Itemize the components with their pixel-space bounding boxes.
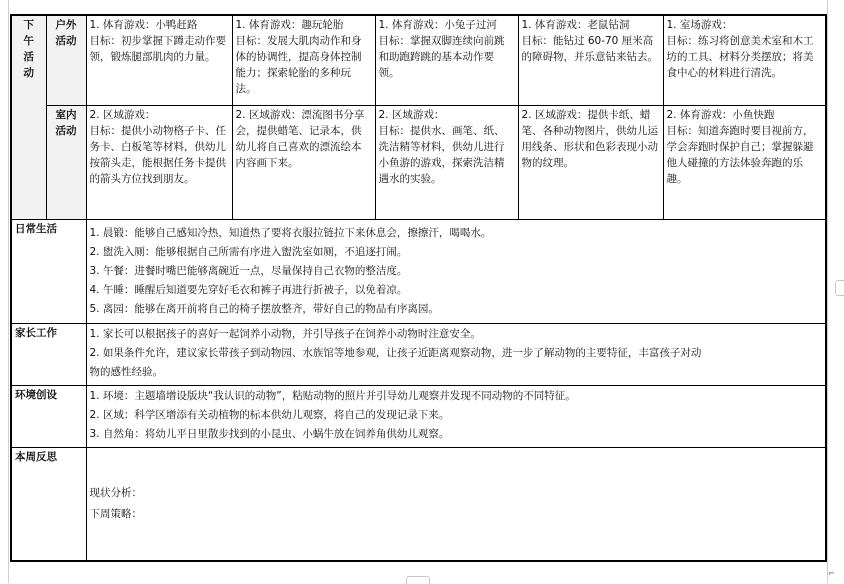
- outdoor-label-line-1: 户外: [55, 19, 77, 31]
- outdoor-cell-4-goal: 目标：能钻过 60-70 厘米高的障碍物，并乐意钻来钻去。: [521, 35, 658, 63]
- parents-content: [86, 323, 826, 385]
- daily-life-line-5: 5. 离园：能够在离开前将自己的椅子摆放整齐，带好自己的物品有序离园。: [89, 302, 439, 315]
- outdoor-cell-5-title: 1. 室场游戏：: [666, 19, 733, 31]
- outdoor-cell-2-goal: 目标：发展大肌肉动作和身体的协调性，提高身体控制能力；探索轮胎的多种玩法。: [235, 35, 362, 95]
- indoor-activities-header: [46, 105, 86, 219]
- environment-content: [86, 385, 826, 447]
- indoor-cell-4-title: 2. 区域游戏：提供卡纸、蜡笔、各种动物图片，供幼儿运用线条、形状和色彩表现小动物的纹理。: [521, 108, 658, 169]
- page-edge-right: [827, 0, 828, 583]
- outdoor-label-line-2: 活动: [55, 35, 77, 47]
- daily-life-row: [11, 219, 826, 323]
- outdoor-cell-3: [375, 15, 518, 105]
- daily-life-line-1: 1. 晨锻：能够自己感知冷热，知道热了要将衣服拉链拉下来休息会，擦擦汗，喝喝水。: [89, 226, 492, 239]
- reflection-analysis: 现状分析：: [89, 486, 142, 499]
- afternoon-outdoor-row: [11, 15, 826, 105]
- reflection-header: 本周反思: [11, 447, 86, 561]
- outdoor-cell-1: [86, 15, 232, 105]
- indoor-cell-4: [518, 105, 663, 219]
- outdoor-cell-3-title: 1. 体育游戏：小兔子过河: [378, 19, 497, 31]
- outdoor-cell-4-title: 1. 体育游戏：老鼠钻洞: [521, 19, 630, 31]
- afternoon-char-2: 午: [23, 35, 34, 47]
- indoor-cell-3-goal: 目标：提供水、画笔、纸、洗洁精等材料，供幼儿进行小鱼游的游戏，探索洗洁精遇水的实验。: [378, 124, 505, 185]
- weekly-plan-table: [10, 14, 827, 562]
- parents-line-2: 2. 如果条件允许，建议家长带孩子到动物园、水族馆等地参观，让孩子近距离观察动物，进一步了解动物的主要特征，丰富孩子对动: [89, 346, 702, 359]
- parents-header: 家长工作: [11, 323, 86, 385]
- afternoon-activities-header: [11, 15, 46, 219]
- reflection-content: [86, 447, 826, 561]
- daily-life-header: 日常生活: [11, 219, 86, 323]
- reflection-row: [11, 447, 826, 561]
- environment-row: [11, 385, 826, 447]
- indoor-cell-2: [232, 105, 375, 219]
- page-edge-left: [8, 0, 9, 583]
- outdoor-cell-2: [232, 15, 375, 105]
- afternoon-indoor-row: [11, 105, 826, 219]
- reflection-strategy: 下周策略：: [89, 507, 142, 520]
- outdoor-cell-2-title: 1. 体育游戏：趣玩轮胎: [235, 19, 344, 31]
- indoor-cell-3-title: 2. 区域游戏：: [378, 108, 445, 121]
- environment-line-2: 2. 区域：科学区增添有关动植物的标本供幼儿观察，将自己的发现记录下来。: [89, 408, 450, 421]
- scroll-side-handle[interactable]: [835, 280, 844, 296]
- indoor-cell-1-title: 2. 区域游戏：: [89, 108, 156, 121]
- indoor-cell-5-title: 2. 体育游戏：小鱼快跑: [666, 108, 775, 121]
- indoor-cell-5: [663, 105, 826, 219]
- indoor-cell-1-goal: 目标：提供小动物格子卡、任务卡、白板笔等材料，供幼儿按箭头走，能根据任务卡提供的箭头方位找到朋友。: [89, 124, 226, 185]
- environment-header: 环境创设: [11, 385, 86, 447]
- indoor-cell-2-title: 2. 区域游戏：漂流图书分享会，提供蜡笔、记录本，供幼儿将自己喜欢的漂流绘本内容画下来。: [235, 108, 365, 169]
- indoor-label-line-1: 室内: [55, 108, 77, 121]
- afternoon-char-3: 活: [23, 51, 34, 63]
- afternoon-char-4: 动: [23, 67, 34, 79]
- parents-row: [11, 323, 826, 385]
- outdoor-activities-header: [46, 15, 86, 105]
- indoor-cell-1: [86, 105, 232, 219]
- daily-life-content: [86, 219, 826, 323]
- outdoor-cell-4: [518, 15, 663, 105]
- daily-life-line-2: 2. 盥洗入厕：能够根据自己所需有序进入盥洗室如厕，不追逐打闹。: [89, 245, 408, 258]
- indoor-cell-3: [375, 105, 518, 219]
- corner-mark-icon: ⌐: [828, 569, 835, 578]
- indoor-cell-5-goal: 目标：知道奔跑时要目视前方，学会奔跑时保护自己；掌握躲避他人碰撞的方法体验奔跑的乐趣。: [666, 124, 814, 185]
- outdoor-cell-3-goal: 目标：掌握双脚连续向前跳和助跑跨跳的基本动作要领。: [378, 35, 505, 79]
- daily-life-line-3: 3. 午餐：进餐时嘴巴能够离碗近一点，尽量保持自己衣物的整洁度。: [89, 264, 408, 277]
- daily-life-line-4: 4. 午睡：睡醒后知道要先穿好毛衣和裤子再进行折被子，以免着凉。: [89, 283, 408, 296]
- environment-line-3: 3. 自然角：将幼儿平日里散步找到的小昆虫、小蜗牛放在饲养角供幼儿观察。: [89, 427, 450, 440]
- parents-line-3: 物的感性经验。: [89, 365, 163, 378]
- outdoor-cell-1-title: 1. 体育游戏：小鸭赶路: [89, 19, 198, 31]
- parents-line-1: 1. 家长可以根据孩子的喜好一起饲养小动物，并引导孩子在饲养小动物时注意安全。: [89, 327, 481, 340]
- indoor-label-line-2: 活动: [55, 124, 77, 137]
- afternoon-char-1: 下: [23, 19, 34, 31]
- outdoor-cell-5-goal: 目标：练习将创意美术室和木工坊的工具、材料分类摆放；将美食中心的材料进行清洗。: [666, 35, 814, 79]
- outdoor-cell-5: [663, 15, 826, 105]
- outdoor-cell-1-goal: 目标：初步掌握下蹲走动作要领，锻炼腿部肌肉的力量。: [89, 35, 226, 63]
- environment-line-1: 1. 环境：主题墙增设版块“我认识的动物”，粘贴动物的照片并引导幼儿观察并发现不同动物的不同特征。: [89, 389, 576, 402]
